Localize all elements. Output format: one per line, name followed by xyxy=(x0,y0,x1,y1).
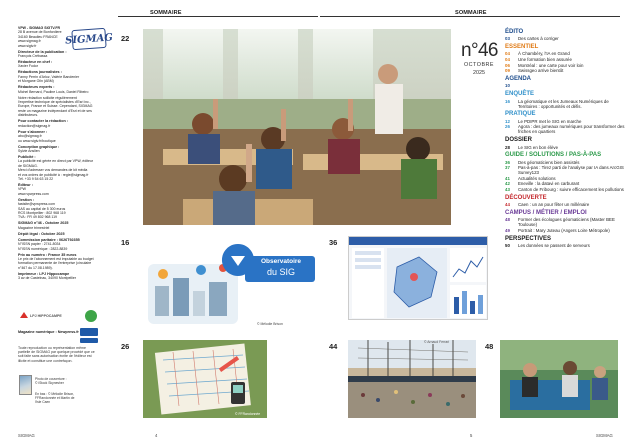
observatoire-photo-credit: © Mélodie Brison xyxy=(257,322,283,326)
toc-item[interactable] xyxy=(505,119,625,124)
colophon-line: et vos ordres de publicité à : regie@sigmag.fr xyxy=(18,172,89,177)
page-number-36: 36 xyxy=(329,238,338,247)
toc-item[interactable] xyxy=(505,124,625,134)
page-number-26: 26 xyxy=(121,342,130,351)
toc-item-page: 04 xyxy=(505,51,510,57)
footer-mag-left: SIGMAG xyxy=(18,433,35,438)
toc-item[interactable] xyxy=(505,181,625,186)
company-line: 28 B avenue de Bonfordiere xyxy=(18,30,62,35)
toc-section-heading: PERSPECTIVES xyxy=(505,235,552,242)
colophon-line: Europe, France et Suisse. Cependant, SIGMAG xyxy=(18,104,93,109)
table-of-contents xyxy=(505,26,625,249)
toc-item[interactable] xyxy=(505,99,625,109)
colophon-heading: Rédacteur en chef : xyxy=(18,60,53,65)
toc-item-title: Portrait : Mary Juteau (Angers Loire Métropole) xyxy=(518,228,610,234)
toc-item-title: Le PDIPR met le SIG en marche xyxy=(518,118,582,124)
colophon-heading: Pour s'abonner : xyxy=(18,129,48,134)
page-number-44: 44 xyxy=(329,342,338,351)
toc-section-heading: AGENDA xyxy=(505,75,532,82)
colophon-line: abo@sigmag.fr xyxy=(18,134,42,139)
toc-item-page: 04 xyxy=(505,56,510,62)
colophon-line: Le prix de l'abonnement est imputable au budget xyxy=(18,257,94,261)
toc-item-title: Actualités solutions xyxy=(518,175,556,181)
cover-thumbnail xyxy=(19,375,32,395)
reproduction-notice xyxy=(18,346,113,363)
toc-item[interactable] xyxy=(505,51,625,56)
toc-item-page: 10 xyxy=(505,83,510,89)
colophon-line: ou www.sigtv.fr/boutique xyxy=(18,138,56,143)
caen-harbour-art xyxy=(348,340,476,418)
reproduction-line: partielle de SIGMAG par quelque procédé que ce xyxy=(18,350,95,355)
colophon-heading: Éditeur : xyxy=(18,182,33,187)
digital-edition-label: Magazine numérique : Newpress.fr xyxy=(18,330,79,334)
toc-item-title: Une formation bien assurée xyxy=(518,56,572,62)
colophon-line: RCS Montpellier : 802 968 119 xyxy=(18,210,66,215)
toc-item[interactable] xyxy=(505,217,625,227)
toc-item-title: À Chambéry, l'IA en Grand xyxy=(518,51,570,57)
sigmag-logo: SIGMAG xyxy=(71,28,106,50)
classroom-photo xyxy=(143,29,451,225)
colophon-line: Michel Bernard, Pauline Louis, Daniel Ribeiro xyxy=(18,89,89,94)
toc-item-page: 42 xyxy=(505,181,510,187)
toc-item[interactable] xyxy=(505,63,625,68)
classroom-photo-art xyxy=(143,29,451,225)
header-rule-right xyxy=(320,16,620,17)
cover-credit-line: © iStock Skynesher xyxy=(35,381,64,386)
toc-item-page: 48 xyxy=(505,217,510,223)
toc-item-page: 03 xyxy=(505,36,510,42)
footer-mag-right: SIGMAG xyxy=(596,433,613,438)
colophon-line: Notre rédaction sollicite régulièrement xyxy=(18,95,77,100)
toc-item-page: 43 xyxy=(505,187,510,193)
toc-item-page: 36 xyxy=(505,159,510,165)
colophon-line: fastsite@vpwpress.com xyxy=(18,202,56,207)
colophon-line: Sylvie Anslien xyxy=(18,148,40,153)
toc-section-heading: DOSSIER xyxy=(505,136,533,143)
toc-item-title: Pas-à-pas : Tirez parti de l'analyse par IA dans ArcGIS Survey123 xyxy=(518,165,624,176)
colophon-line: TVA : FR 49 802 968 119 xyxy=(18,215,57,220)
toc-item-page: 41 xyxy=(505,175,510,181)
footer-page-left: 4 xyxy=(155,433,158,438)
issue-month: OCTOBRE xyxy=(463,62,495,68)
colophon xyxy=(18,26,113,281)
company-line: 34160 Beaulieu FRANCE xyxy=(18,34,58,39)
inside-credit-line: En bas : © Mélodie Brison, xyxy=(35,392,75,396)
colophon-heading: Publicité : xyxy=(18,154,36,159)
colophon-line: l'expertise technique de spécialistes d'Esri inc., xyxy=(18,100,91,105)
colophon-line: Fanny Perrin d'Arloz, Valérie Bandenier xyxy=(18,74,80,79)
colophon-line: Xavier Fodor xyxy=(18,64,39,69)
toc-item[interactable] xyxy=(505,57,625,62)
colophon-line: 3 av de Castelnau, 34090 Montpellier xyxy=(18,276,76,281)
toc-item-title: Agora : des jumeaux numériques pour transformer des friches en quartiers xyxy=(518,124,625,135)
toc-item-page: 28 xyxy=(505,144,510,150)
colophon-line: et Morgane Oiln (ABM) xyxy=(18,79,54,84)
toc-section-heading: ESSENTIEL xyxy=(505,43,539,50)
toc-item[interactable] xyxy=(505,165,625,175)
colophon-heading: SIGMAG n°46 - Octobre 2025 xyxy=(18,221,69,226)
toc-item[interactable] xyxy=(505,160,625,165)
colophon-line: N°ISSN numérique : 2822-8839 xyxy=(18,246,68,251)
colophon-line: de SIGMAG. xyxy=(18,163,38,168)
toc-item[interactable] xyxy=(505,176,625,181)
toc-item-page: 12 xyxy=(505,118,510,124)
eco-label-icon xyxy=(85,310,97,322)
inside-credit xyxy=(35,392,97,404)
toc-item[interactable] xyxy=(505,187,625,192)
colophon-line: SAS au capital de 5 300 euros xyxy=(18,206,66,211)
toc-item-page: 44 xyxy=(505,202,510,208)
page-number-48: 48 xyxy=(485,342,494,351)
colophon-line: Tél. +33 9 54 63 15 22 xyxy=(18,176,54,181)
colophon-heading: Gestion : xyxy=(18,197,34,202)
header-rule-left xyxy=(118,16,318,17)
toc-section-heading: GUIDE / SOLUTIONS / PAS-À-PAS xyxy=(505,152,602,159)
toc-item-title: Des géomaticiens bien assistés xyxy=(518,159,580,165)
colophon-line: distributeurs. xyxy=(18,113,39,118)
company-line: www.sigmag.fr xyxy=(18,39,41,44)
colophon-line: formation permanente de l'entreprise (circulaire xyxy=(18,261,92,266)
toc-item-title: Montréal : une carte pour voir loin xyxy=(518,62,584,68)
map-fieldwork-photo xyxy=(143,340,267,418)
toc-item[interactable] xyxy=(505,83,625,88)
toc-item[interactable] xyxy=(505,145,625,150)
toc-item[interactable] xyxy=(505,202,625,207)
observatoire-logo-line1: Observatoire xyxy=(260,258,302,265)
toc-item-title: Former des écologues géomaticiens (Master BEE Toulouse) xyxy=(518,217,615,228)
colophon-heading: Conception graphique : xyxy=(18,144,60,149)
observatoire-art xyxy=(143,236,321,331)
colophon-line: reste un magazine indépendant d'Esri et de ses xyxy=(18,108,92,113)
toc-item[interactable] xyxy=(505,36,625,41)
cover-credit xyxy=(35,377,97,385)
toc-item-page: 50 xyxy=(505,243,510,249)
sommaire-header-left: SOMMAIRE xyxy=(150,10,182,16)
colophon-line: N°ISSN papier : 2741-8034 xyxy=(18,242,61,247)
colophon-heading: Rédactions journalistes : xyxy=(18,70,62,75)
ffrando-photo-credit: © FFRandonnée xyxy=(235,412,261,416)
page-number-22: 22 xyxy=(121,34,130,43)
issue-year: 2025 xyxy=(473,70,485,76)
colophon-heading: Prix au numéro : France 35 euros xyxy=(18,252,77,257)
company-line: VPW - SIGMAG SIGTV.FR xyxy=(18,26,61,30)
dashboard-art xyxy=(349,237,488,320)
company-line: www.sigtv.fr xyxy=(18,43,37,48)
printer-logo xyxy=(20,312,62,319)
campus-photo xyxy=(500,340,618,418)
toc-item-title xyxy=(518,83,625,88)
campus-art xyxy=(500,340,618,418)
toc-item-title: Les données se passent de serveurs xyxy=(518,243,590,249)
toc-item[interactable] xyxy=(505,243,625,248)
toc-item-title: Swissgeo arrive bientôt xyxy=(518,68,564,74)
toc-section-heading: CAMPUS / MÉTIER / EMPLOI xyxy=(505,209,587,216)
toc-item-title: Eneville : la datavi en carburant xyxy=(518,181,580,187)
colophon-line: n°467 du 17.08.1989). xyxy=(18,265,53,270)
colophon-line: Magazine trimestriel xyxy=(18,225,50,230)
colophon-heading: Pour contacter la rédaction : xyxy=(18,119,68,124)
reproduction-line: Toute reproduction ou représentation même xyxy=(18,346,86,350)
colophon-line: François Crébassa xyxy=(18,54,48,59)
footer-page-right: 5 xyxy=(470,433,473,438)
cover-credit-line: Photo de couverture : xyxy=(35,377,67,381)
toc-item-title: Le SIG en bon élève xyxy=(518,144,559,150)
toc-item-page: 09 xyxy=(505,68,510,74)
dashboard-screenshot xyxy=(348,236,488,320)
toc-item-page: 49 xyxy=(505,228,510,234)
colophon-heading: Commission paritaire : 0626T92355 xyxy=(18,237,80,242)
toc-item-title: Caen : un an pour fêter un millénaire xyxy=(518,202,590,208)
toc-section-heading: ÉDITO xyxy=(505,28,524,35)
toc-item-page: 06 xyxy=(505,62,510,68)
observatoire-illustration xyxy=(143,236,321,331)
toc-item-page: 37 xyxy=(505,165,510,171)
reproduction-line: soit faite sans autorisation écrite de l'éditeur est xyxy=(18,354,92,359)
newpress-logo xyxy=(80,328,98,336)
toc-item-title: Des cartes à corriger xyxy=(518,36,559,42)
toc-item-title: La géomatique et les Jumeaux Numériques de Territoires : opportunités et défis. xyxy=(518,98,609,109)
colophon-line: redaction@sigmag.fr xyxy=(18,123,51,128)
toc-item-page: 26 xyxy=(505,124,510,130)
map-fieldwork-art xyxy=(143,340,267,418)
page-number-16: 16 xyxy=(121,238,130,247)
sommaire-header-right: SOMMAIRE xyxy=(455,10,487,16)
issue-number: n°46 xyxy=(461,40,498,61)
toc-item[interactable] xyxy=(505,68,625,73)
observatoire-logo-line2: du SIG xyxy=(266,267,295,277)
colophon-line: La publicité est gérée en direct par VPW, éditeur xyxy=(18,159,94,164)
arnaud-photo-credit: © Arnaud Ferrari xyxy=(424,340,450,344)
colophon-heading: Rédacteurs experts : xyxy=(18,85,55,90)
colophon-line: VPW xyxy=(18,187,26,192)
printer-logo-text: LPJ HIPPOCAMPE xyxy=(30,313,62,318)
colophon-heading: Dépôt légal : Octobre 2025 xyxy=(18,231,65,236)
toc-item-page: 16 xyxy=(505,98,510,104)
colophon-line: Merci d'adresser vos demandes de kit média xyxy=(18,168,88,173)
colophon-line: www.vpwpress.com xyxy=(18,191,49,196)
colophon-heading: Directeur de la publication : xyxy=(18,49,67,54)
toc-item[interactable] xyxy=(505,228,625,233)
printer-logo-icon xyxy=(20,312,28,319)
newpress-logo-bottom xyxy=(80,338,98,343)
toc-section-heading: DÉCOUVERTE xyxy=(505,194,547,201)
inside-credit-line: l'isle Caen xyxy=(35,400,51,405)
toc-section-heading: PRATIQUE xyxy=(505,111,536,118)
reproduction-line: illicite et constitue une contrefaçon. xyxy=(18,358,73,363)
colophon-heading: Imprimeur : LPJ Hippocampe xyxy=(18,271,70,276)
toc-section-heading: ENQUÊTE xyxy=(505,90,535,97)
toc-item-title: Canton de Fribourg : suivre efficacement les pollutions xyxy=(518,187,624,193)
inside-credit-line: FFRandonnée et Martin de xyxy=(35,396,75,401)
caen-harbour-photo xyxy=(348,340,476,418)
